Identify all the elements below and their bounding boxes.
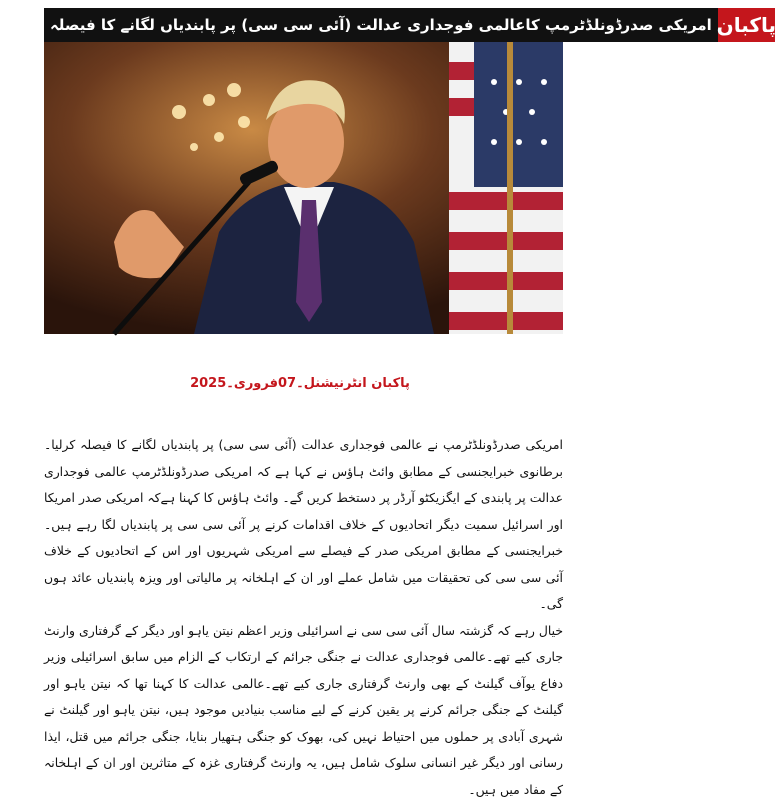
news-photo — [44, 42, 563, 334]
article-paragraph-2: خیال رہے کہ گزشتہ سال آئی سی سی نے اسرائیلی وزیر اعظم نیتن یاہو اور دیگر کے گرفتاری وارنٹ جاری کیے تھے۔عالمی فوجداری عدالت نے جنگی جرائم کے ارتکاب کے الزام میں سابق اسرائیلی وزیر دفاع یوآف گیلنٹ کے بھی وارنٹ گرفتاری جاری کیے تھے۔عالمی عدالت کا کہنا تھا کہ نیتن یاہو اور گیلنٹ کے جنگی جرائم کرنے پر یقین کرنے کے لیے مناسب بنیادیں موجود ہیں، نیتن یاہو اور گیلنٹ نے شہری آبادی پر حملوں میں احتیاط نہیں کی، بھوک کو جنگی ہتھیار بنایا، جنگی جرائم میں قتل، ایذا رسانی اور دیگر غیر انسانی سلوک شامل ہیں، یہ وارنٹ گرفتاری غزہ کے متاثرین اور ان کے اہلخانہ کے مفاد میں ہیں۔ — [44, 618, 563, 803]
article-paragraph-1: امریکی صدرڈونلڈٹرمپ نے عالمی فوجداری عدالت (آئی سی سی) پر پابندیاں لگانے کا فیصلہ کرلیا۔برطانوی خبرایجنسی کے مطابق وائٹ ہاؤس نے کہا ہے کہ امریکی صدرڈونلڈٹرمپ عالمی فوجداری عدالت پر پابندی کے ایگزیکٹو آرڈر پر دستخط کریں گے۔ وائٹ ہاؤس کا کہنا ہےکہ امریکی صدر امریکا اور اسرائیل سمیت دیگر اتحادیوں کے خلاف اقدامات کرنے پر آئی سی سی پر پابندیاں لگا رہے ہیں۔خبرایجنسی کے مطابق امریکی صدر کے فیصلے سے امریکی شہریوں اور اس کے اتحادیوں کے خلاف آئی سی سی کی تحقیقات میں شامل عملے اور ان کے اہلخانہ پر مالیاتی اور ویزہ پابندیاں عائد ہوں گی۔ — [44, 432, 563, 618]
dateline: پاکبان انٹرنیشنل۔07فروری۔2025 — [0, 376, 600, 391]
headline-header — [44, 8, 563, 42]
brand-logo: پاکبان — [718, 8, 775, 42]
article-body — [44, 432, 563, 803]
headline: امریکی صدرڈونلڈٹرمپ کاعالمی فوجداری عدالت (آئی سی سی) پر پابندیاں لگانے کا فیصلہ — [44, 8, 718, 42]
press-photo-icon — [44, 42, 563, 334]
